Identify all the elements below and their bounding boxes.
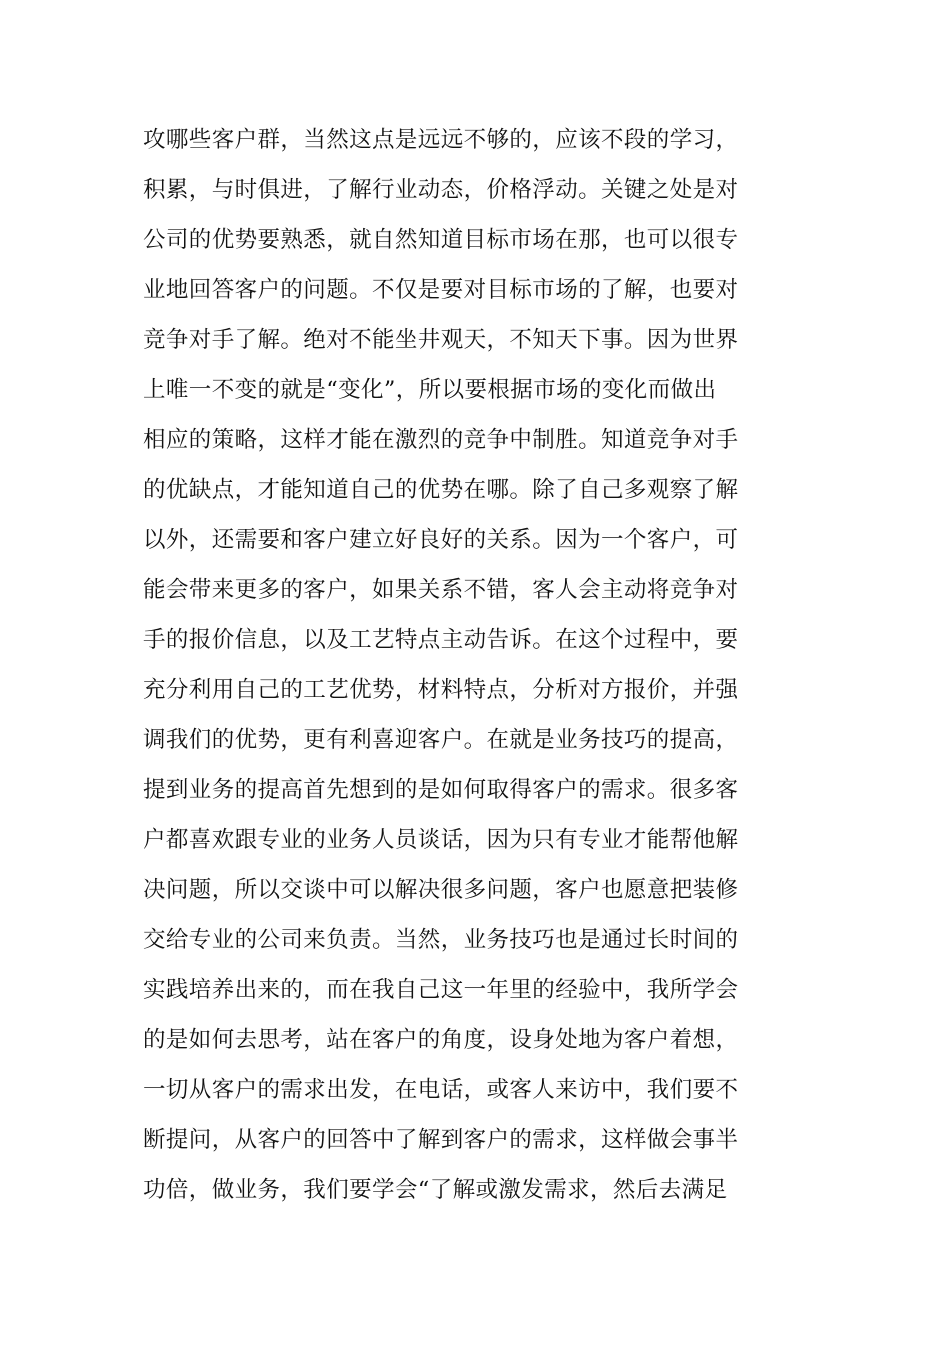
text-line: 户都喜欢跟专业的业务人员谈话，因为只有专业才能帮他解 xyxy=(143,827,739,853)
text-line: 以外，还需要和客户建立好良好的关系。因为一个客户，可 xyxy=(143,527,739,553)
body-paragraph xyxy=(143,118,743,1218)
text-line: 提到业务的提高首先想到的是如何取得客户的需求。很多客 xyxy=(143,777,739,803)
text-line: 一切从客户的需求出发，在电话，或客人来访中，我们要不 xyxy=(143,1077,739,1103)
text-line: 决问题，所以交谈中可以解决很多问题，客户也愿意把装修 xyxy=(143,877,739,903)
text-line: 手的报价信息，以及工艺特点主动告诉。在这个过程中，要 xyxy=(143,627,739,653)
text-line: 功倍，做业务，我们要学会“了解或激发需求，然后去满足 xyxy=(143,1177,728,1203)
text-line: 业地回答客户的问题。不仅是要对目标市场的了解，也要对 xyxy=(143,277,739,303)
text-line: 公司的优势要熟悉，就自然知道目标市场在那，也可以很专 xyxy=(143,227,739,253)
text-line: 能会带来更多的客户，如果关系不错，客人会主动将竞争对 xyxy=(143,577,739,603)
text-line: 上唯一不变的就是“变化”，所以要根据市场的变化而做出 xyxy=(143,377,717,403)
text-line: 积累，与时俱进，了解行业动态，价格浮动。关键之处是对 xyxy=(143,177,739,203)
text-line: 的是如何去思考，站在客户的角度，设身处地为客户着想， xyxy=(143,1027,739,1053)
text-line: 竞争对手了解。绝对不能坐井观天，不知天下事。因为世界 xyxy=(143,327,739,353)
text-line: 断提问，从客户的回答中了解到客户的需求，这样做会事半 xyxy=(143,1127,739,1153)
text-line: 交给专业的公司来负责。当然，业务技巧也是通过长时间的 xyxy=(143,927,739,953)
text-line: 调我们的优势，更有利喜迎客户。在就是业务技巧的提高， xyxy=(143,727,739,753)
text-line: 相应的策略，这样才能在激烈的竞争中制胜。知道竞争对手 xyxy=(143,427,739,453)
text-line: 充分利用自己的工艺优势，材料特点，分析对方报价，并强 xyxy=(143,677,739,703)
text-line: 的优缺点，才能知道自己的优势在哪。除了自己多观察了解 xyxy=(143,477,739,503)
text-line: 实践培养出来的，而在我自己这一年里的经验中，我所学会 xyxy=(143,977,739,1003)
text-line: 攻哪些客户群，当然这点是远远不够的，应该不段的学习， xyxy=(143,127,739,153)
